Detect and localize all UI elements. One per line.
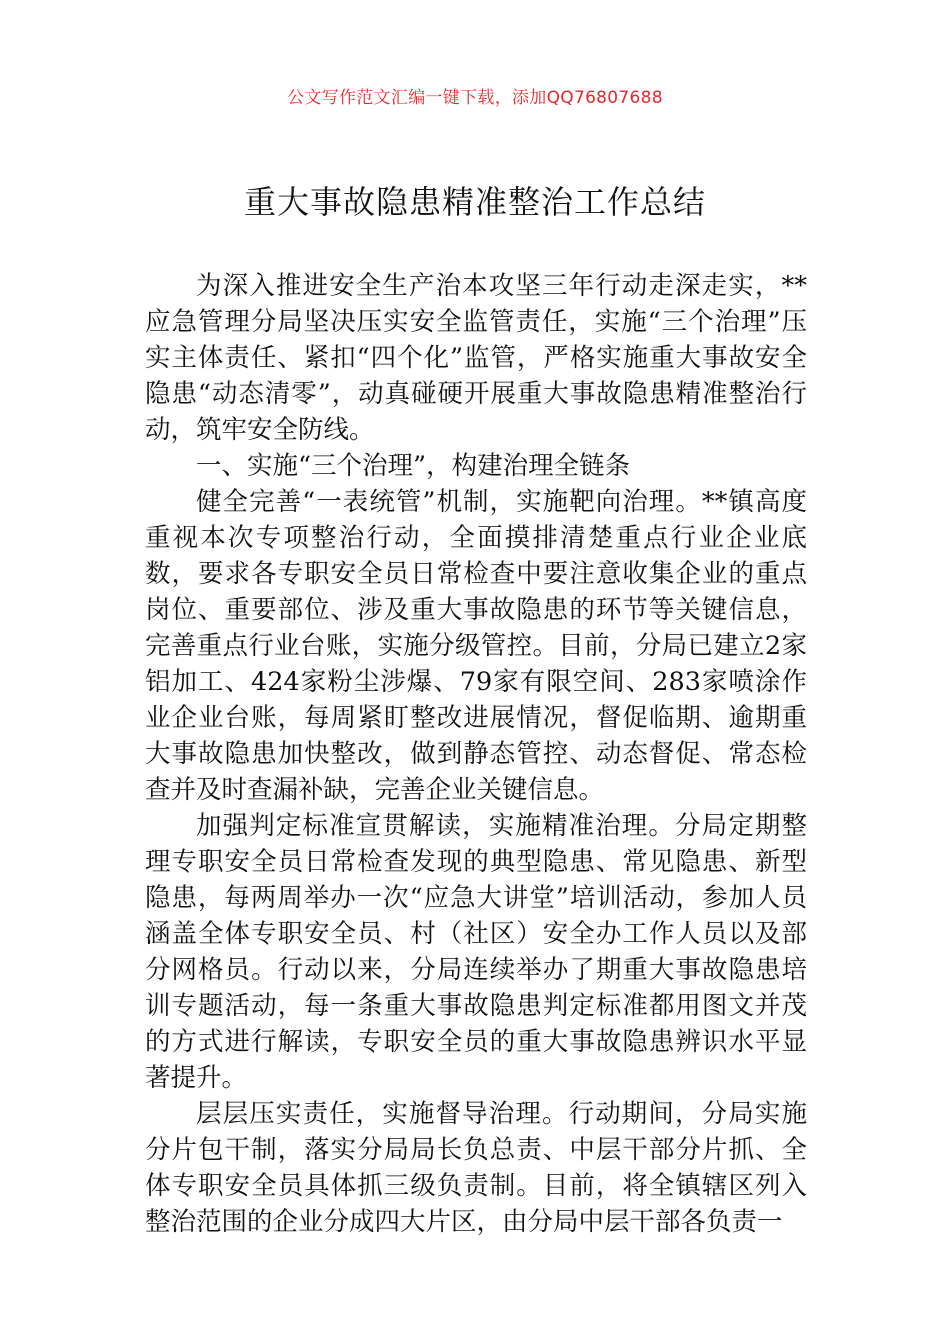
section-heading: 一、实施“三个治理”，构建治理全链条 bbox=[196, 451, 631, 481]
promo-header: 公文写作范文汇编一键下载，添加QQ76807688 bbox=[287, 88, 663, 108]
body-paragraph: 健全完善“一表统管”机制，实施靶向治理。**镇高度重视本次专项整治行动，全面摸排清楚重点行业企业底数，要求各专职安全员日常检查中要注意收集企业的重点岗位、重要部位、涉及重大事故隐患的环节等关键信息，完善重点行业台账，实施分级管控。目前，分局已建立2家铝加工、424家粉尘涉爆、79家有限空间、283家喷涂作业企业台账，每周紧盯整改进展情况，督促临期、逾期重大事故隐患加快整改，做到静态管控、动态督促、常态检查并及时查漏补缺，完善企业关键信息。 bbox=[145, 487, 807, 805]
document-body bbox=[145, 268, 807, 1240]
body-paragraph: 加强判定标准宣贯解读，实施精准治理。分局定期整理专职安全员日常检查发现的典型隐患、常见隐患、新型隐患，每两周举办一次“应急大讲堂”培训活动，参加人员涵盖全体专职安全员、村（社区）安全办工作人员以及部分网格员。行动以来，分局连续举办了期重大事故隐患培训专题活动，每一条重大事故隐患判定标准都用图文并茂的方式进行解读，专职安全员的重大事故隐患辨识水平显著提升。 bbox=[145, 811, 807, 1093]
intro-paragraph: 为深入推进安全生产治本攻坚三年行动走深走实，**应急管理分局坚决压实安全监管责任，实施“三个治理”压实主体责任、紧扣“四个化”监管，严格实施重大事故安全隐患“动态清零”，动真碰硬开展重大事故隐患精准整治行动，筑牢安全防线。 bbox=[145, 271, 807, 445]
document-title: 重大事故隐患精准整治工作总结 bbox=[243, 183, 706, 221]
body-paragraph: 层层压实责任，实施督导治理。行动期间，分局实施分片包干制，落实分局局长负总责、中层干部分片抓、全体专职安全员具体抓三级负责制。目前，将全镇辖区列入整治范围的企业分成四大片区，由分局中层干部各负责一 bbox=[145, 1099, 807, 1237]
